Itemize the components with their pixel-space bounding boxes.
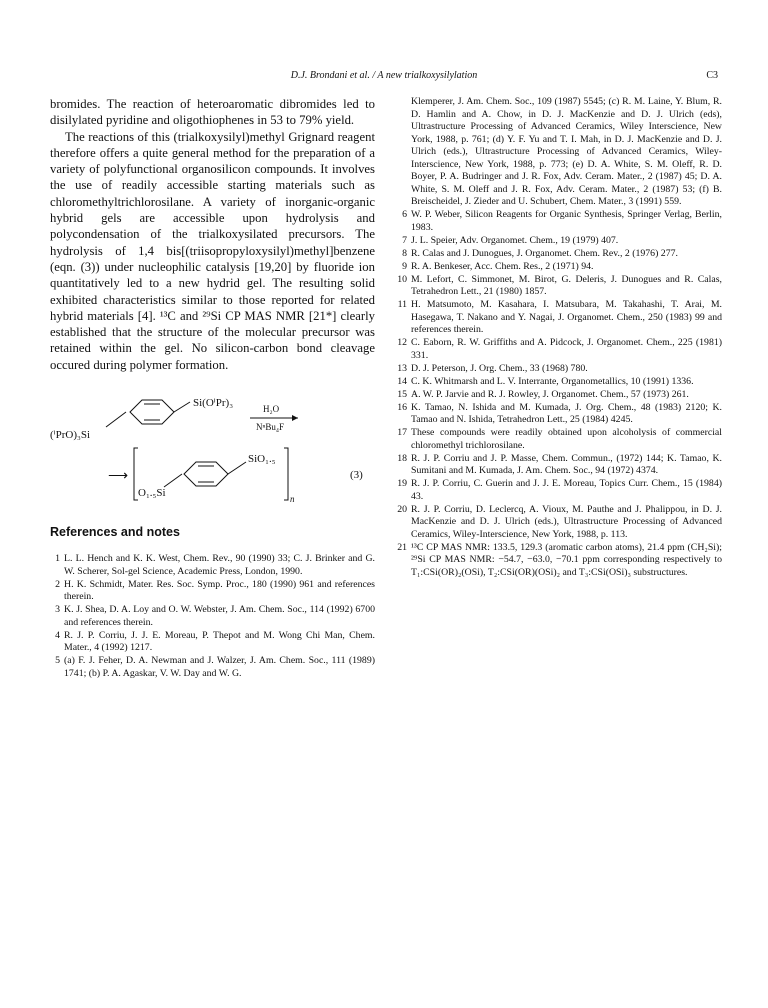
reference-number: 14	[397, 375, 407, 387]
reference-text: (a) F. J. Feher, D. A. Newman and J. Walzer, J. Am. Chem. Soc., 111 (1989) 1741; (b) P. A. Agaskar, V. W. Day and W. G.	[64, 655, 375, 679]
reference-number: 1	[55, 553, 60, 564]
reference-text: R. Calas and J. Dunogues, J. Organomet. Chem. Rev., 2 (1976) 277.	[411, 247, 678, 259]
reference-item	[397, 274, 722, 299]
reference-number: 11	[397, 299, 407, 310]
reference-text: These compounds were readily obtained upon alcoholysis of commercial chloromethyl trichlorosilane.	[411, 427, 722, 451]
reference-text: L. L. Hench and K. K. West, Chem. Rev., 90 (1990) 33; C. J. Brinker and G. W. Scherer, Sol-gel Science, Academic Press, London, 1990.	[64, 553, 375, 577]
reference-number: 3	[55, 604, 60, 615]
product-bond-left	[164, 474, 182, 487]
product-right-group: SiO₁.₅	[248, 453, 276, 465]
reference-text: M. Lefort, C. Simmonet, M. Birot, G. Deleris, J. Dunogues and R. Calas, Tetrahedron Lett., 21 (1980) 1857.	[411, 273, 722, 297]
reference-item	[397, 504, 722, 542]
reference-item	[397, 337, 722, 362]
references-right-column	[397, 96, 722, 580]
reference-text: K. J. Shea, D. A. Loy and O. W. Webster, J. Am. Chem. Soc., 114 (1992) 6700 and references therein.	[64, 604, 375, 628]
product-left-group: O₁.₅Si	[138, 487, 166, 499]
polymer-subscript: n	[290, 494, 295, 504]
reference-item	[397, 299, 722, 337]
reference-text: ¹³C CP MAS NMR: 133.5, 129.3 (aromatic carbon atoms), 21.4 ppm (CH₂Si); ²⁹Si CP MAS NMR: −54.7, −63.0, −70.1 ppm corresponding respectively to T₁:CSi(OR)₂(OSi), T₂:CSi(OR)(OSi)₂ and T₃:CSi(OSi)₃ substructures.	[411, 541, 722, 578]
reference-item	[50, 630, 375, 655]
product-bond-right	[228, 462, 246, 474]
reference-number: 9	[402, 260, 407, 272]
scheme-left-group: (ⁱPrO)₃Si	[50, 429, 91, 441]
references-heading: References and notes	[50, 525, 180, 539]
reagent-water: H₂O	[263, 404, 280, 414]
reference-text: Klemperer, J. Am. Chem. Soc., 109 (1987) 5545; (c) R. M. Laine, Y. Blum, R. D. Hamlin and A. Chow, in D. J. MacKenzie and D. J. Ulrich (eds), Ultrastructure Processing of Advanced Ceramics, Wiley Interscience, New York, 1988, p. 761; (d) Y. F. Yu and T. I. Mah, in D. J. MacKenzie and D. J. Ulrich (eds.), Ultrastructure Processing of Advanced Ceramics, Wiley-Interscience, New York, 1988, p. 773; (e) D. A. White, S. M. Oleff, R. D. Boyer, P. A. Budringer and J. R. Fox, Adv. Ceram. Mater., 2 (1987) 45; D. A. White, S. M. Oleff and J. R. Fox, Adv. Ceram. Mater., 2 (1987) 53; (f) B. Breischeidel, J. Zieder and U. Schubert, Chem. Mater., 3 (1991) 559.	[411, 96, 722, 207]
reference-text: D. J. Peterson, J. Org. Chem., 33 (1968) 780.	[411, 362, 588, 374]
reference-text: K. Tamao, N. Ishida and M. Kumada, J. Org. Chem., 48 (1983) 2120; K. Tamao and N. Ishida, Tetrahedron Lett., 25 (1984) 4245.	[411, 401, 722, 425]
reference-text: R. J. P. Corriu, J. J. E. Moreau, P. Thepot and M. Wong Chi Man, Chem. Mater., 4 (1992) 1217.	[64, 629, 375, 653]
reference-item	[397, 376, 722, 389]
paragraph-1: bromides. The reaction of heteroaromatic dibromides led to disilylated pyridine and oligothiophenes in 53 to 79% yield.	[50, 97, 375, 128]
reference-item	[397, 542, 722, 580]
reference-number: 8	[402, 247, 407, 259]
reference-item	[397, 402, 722, 427]
reaction-scheme	[50, 392, 375, 510]
equation-label: (3)	[350, 469, 363, 481]
reference-item	[50, 553, 375, 578]
right-bracket	[284, 448, 288, 500]
reference-item	[397, 478, 722, 503]
reference-number: 20	[397, 503, 407, 515]
reference-item	[397, 235, 722, 248]
reference-item	[50, 655, 375, 680]
reference-number: 21	[397, 541, 407, 553]
reference-text: H. K. Schmidt, Mater. Res. Soc. Symp. Proc., 180 (1990) 961 and references therein.	[64, 578, 375, 602]
reference-number: 18	[397, 452, 407, 464]
reference-number: 2	[55, 578, 60, 590]
reference-text: R. J. P. Corriu, C. Guerin and J. J. E. Moreau, Topics Curr. Chem., 15 (1984) 43.	[411, 478, 722, 502]
reference-item	[397, 261, 722, 274]
reference-text: R. A. Benkeser, Acc. Chem. Res., 2 (1971) 94.	[411, 260, 594, 272]
reference-text: C. K. Whitmarsh and L. V. Interrante, Organometallics, 10 (1991) 1336.	[411, 375, 694, 387]
bond-right	[174, 402, 190, 412]
reference-number: 7	[402, 234, 407, 246]
reference-text: W. P. Weber, Silicon Reagents for Organic Synthesis, Springer Verlag, Berlin, 1983.	[411, 209, 722, 233]
bond-left	[106, 412, 126, 427]
reference-number: 16	[397, 401, 407, 413]
reference-number: 10	[397, 273, 407, 285]
reference-item	[50, 604, 375, 629]
reference-item	[397, 248, 722, 261]
reference-item	[397, 453, 722, 478]
reference-text: R. J. P. Corriu and J. P. Masse, Chem. Commun., (1972) 144; K. Tamao, K. Sumitani and M. Kumada, J. Am. Chem. Soc., 94 (1972) 4374.	[411, 452, 722, 476]
paragraph-2: The reactions of this (trialkoxysilyl)methyl Grignard reagent therefore offers a quite general method for the preparation of a variety of polyfunctional organosilicon compounds. It involves the use of readily accessible starting materials such as chloromethyltrichlorosilane. A variety of inorganic-organic hybrid gels are accessible upon hydrolysis and polycondensation of the trialkoxysilated precursors. The hydrolysis of 1,4 bis[(triisopropyloxysilyl)methyl]benzene (eqn. (3)) under nucleophilic catalysis [19,20] by fluoride ion quantitatively led to a new hydrid gel. The resulting solid exhibited characteristics similar to those reported for related hybrid materials [4]. ¹³C and ²⁹Si CP MAS NMR [21*] clearly established that the structure of the molecular precursor was retained within the gel. No silicon-carbon bond cleavage occured during polymer formation.	[50, 129, 375, 372]
reference-text: H. Matsumoto, M. Kasahara, I. Matsubara, M. Takahashi, T. Arai, M. Hasegawa, T. Nakano and Y. Nagai, J. Organomet. Chem., 250 (1983) 99 and references therein.	[411, 299, 722, 335]
references-left-column	[50, 553, 375, 681]
reference-item	[397, 209, 722, 234]
reference-item	[397, 427, 722, 452]
scheme-top-group: Si(OⁱPr)₃	[193, 397, 234, 409]
reference-number: 12	[397, 337, 407, 348]
reference-text: R. J. P. Corriu, D. Leclercq, A. Vioux, M. Pauthe and J. Phalippou, in D. J. MacKenzie and D. J. Ulrich (eds.), Ultrastructure Processing of Advanced Ceramics, Wiley-Interscience, New York, 1988, p. 113.	[411, 503, 722, 540]
reference-number: 13	[397, 362, 407, 374]
reference-text: C. Eaborn, R. W. Griffiths and A. Pidcock, J. Organomet. Chem., 225 (1981) 331.	[411, 337, 722, 361]
reference-number: 5	[55, 655, 60, 666]
left-column	[50, 96, 375, 373]
running-header	[50, 70, 718, 84]
reference-number: 19	[397, 478, 407, 489]
reagent-fluoride: NⁿBu₄F	[256, 422, 284, 432]
reference-number: 15	[397, 388, 407, 400]
page-number: C3	[706, 70, 718, 81]
running-title: D.J. Brondani et al. / A new trialkoxysilylation	[290, 70, 478, 81]
reference-number: 6	[402, 209, 407, 220]
reference-text: A. W. P. Jarvie and R. J. Rowley, J. Organomet. Chem., 57 (1973) 261.	[411, 388, 689, 400]
reaction-arrow-head	[292, 415, 298, 421]
reference-item	[397, 389, 722, 402]
reference-number: 17	[397, 427, 407, 438]
reference-number: 4	[55, 629, 60, 641]
reference-text: J. L. Speier, Adv. Organomet. Chem., 19 (1979) 407.	[411, 234, 619, 246]
reference-item	[397, 363, 722, 376]
product-arrow: ⟶	[108, 469, 129, 484]
reference-item	[397, 96, 722, 209]
reference-item	[50, 579, 375, 604]
